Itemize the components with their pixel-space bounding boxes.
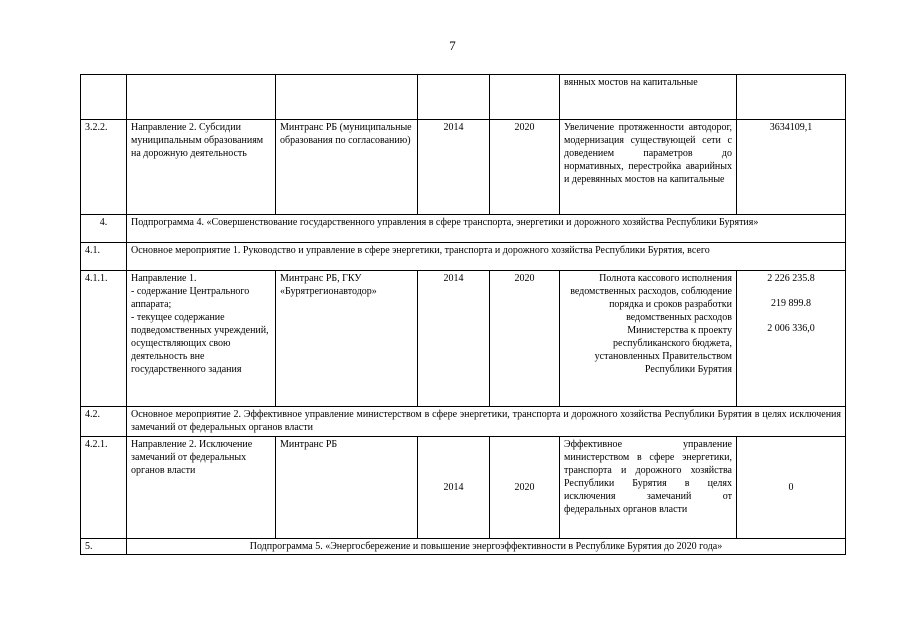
cell-start: 2014	[418, 437, 490, 539]
cell-executor: Минтранс РБ	[276, 437, 418, 539]
table-row	[81, 407, 846, 437]
cell-result: Полнота кассового исполнения ведомственных расходов, соблюдение порядка и сроков разработки ведомственных расходов Министерства к проекту республиканского бюджета, установленных Правительством Республики Бурятия	[560, 271, 737, 407]
cell-start: 2014	[418, 271, 490, 407]
cell-name	[127, 75, 276, 120]
cell-end: 2020	[490, 120, 560, 215]
table-row	[81, 243, 846, 271]
cell-executor	[276, 75, 418, 120]
main-activity-title: Основное мероприятие 2. Эффективное управление министерством в сфере энергетики, транспорта и дорожного хозяйства Республики Бурятия в целях исключения замечаний от федеральных органов власти	[127, 407, 846, 437]
amount-value: 219 899.8	[771, 298, 811, 309]
cell-num: 4.	[81, 215, 127, 243]
name-line: - текущее содержание подведомственных учреждений, осуществляющих свою деятельность вне государственного задания	[131, 312, 269, 375]
cell-num: 4.1.1.	[81, 271, 127, 407]
cell-result: Увеличение протяженности автодорог, модернизация существующей сети с доведением параметров до нормативных, перестройка аварийных и деревянных мостов на капитальные	[560, 120, 737, 215]
cell-end: 2020	[490, 271, 560, 407]
cell-start: 2014	[418, 120, 490, 215]
cell-amount: 0	[737, 437, 846, 539]
cell-amount	[737, 271, 846, 407]
table-row	[81, 271, 846, 407]
cell-num	[81, 75, 127, 120]
amount-value: 2 226 235.8	[767, 273, 815, 284]
program-table	[80, 74, 846, 555]
cell-result: вянных мостов на капитальные	[560, 75, 737, 120]
cell-end	[490, 75, 560, 120]
cell-name: Направление 2. Исключение замечаний от федеральных органов власти	[127, 437, 276, 539]
cell-num: 4.1.	[81, 243, 127, 271]
table-row	[81, 539, 846, 555]
cell-amount	[737, 75, 846, 120]
cell-result: Эффективное управление министерством в сфере энергетики, транспорта и дорожного хозяйства Республики Бурятия в целях исключения замечаний от федеральных органов власти	[560, 437, 737, 539]
cell-start	[418, 75, 490, 120]
main-activity-title: Основное мероприятие 1. Руководство и управление в сфере энергетики, транспорта и дорожного хозяйства Республики Бурятия, всего	[127, 243, 846, 271]
table-row	[81, 120, 846, 215]
cell-num: 3.2.2.	[81, 120, 127, 215]
table-row	[81, 437, 846, 539]
cell-num: 5.	[81, 539, 127, 555]
table-row	[81, 215, 846, 243]
cell-num: 4.2.1.	[81, 437, 127, 539]
cell-name: Направление 2. Субсидии муниципальным образованиям на дорожную деятельность	[127, 120, 276, 215]
page-number: 7	[449, 38, 456, 53]
subprogram-title: Подпрограмма 5. «Энергосбережение и повышение энергоэффективности в Республике Бурятия до 2020 года»	[127, 539, 846, 555]
table-row	[81, 75, 846, 120]
cell-end: 2020	[490, 437, 560, 539]
amount-value: 2 006 336,0	[767, 323, 815, 334]
cell-amount: 3634109,1	[737, 120, 846, 215]
cell-num: 4.2.	[81, 407, 127, 437]
cell-executor: Минтранс РБ (муниципальные образования по согласованию)	[276, 120, 418, 215]
subprogram-title: Подпрограмма 4. «Совершенствование государственного управления в сфере транспорта, энергетики и дорожного хозяйства Республики Бурятия»	[127, 215, 846, 243]
cell-name	[127, 271, 276, 407]
name-line: - содержание Центрального аппарата;	[131, 286, 250, 310]
name-line: Направление 1.	[131, 273, 197, 284]
cell-executor: Минтранс РБ, ГКУ «Бурятрегионавтодор»	[276, 271, 418, 407]
